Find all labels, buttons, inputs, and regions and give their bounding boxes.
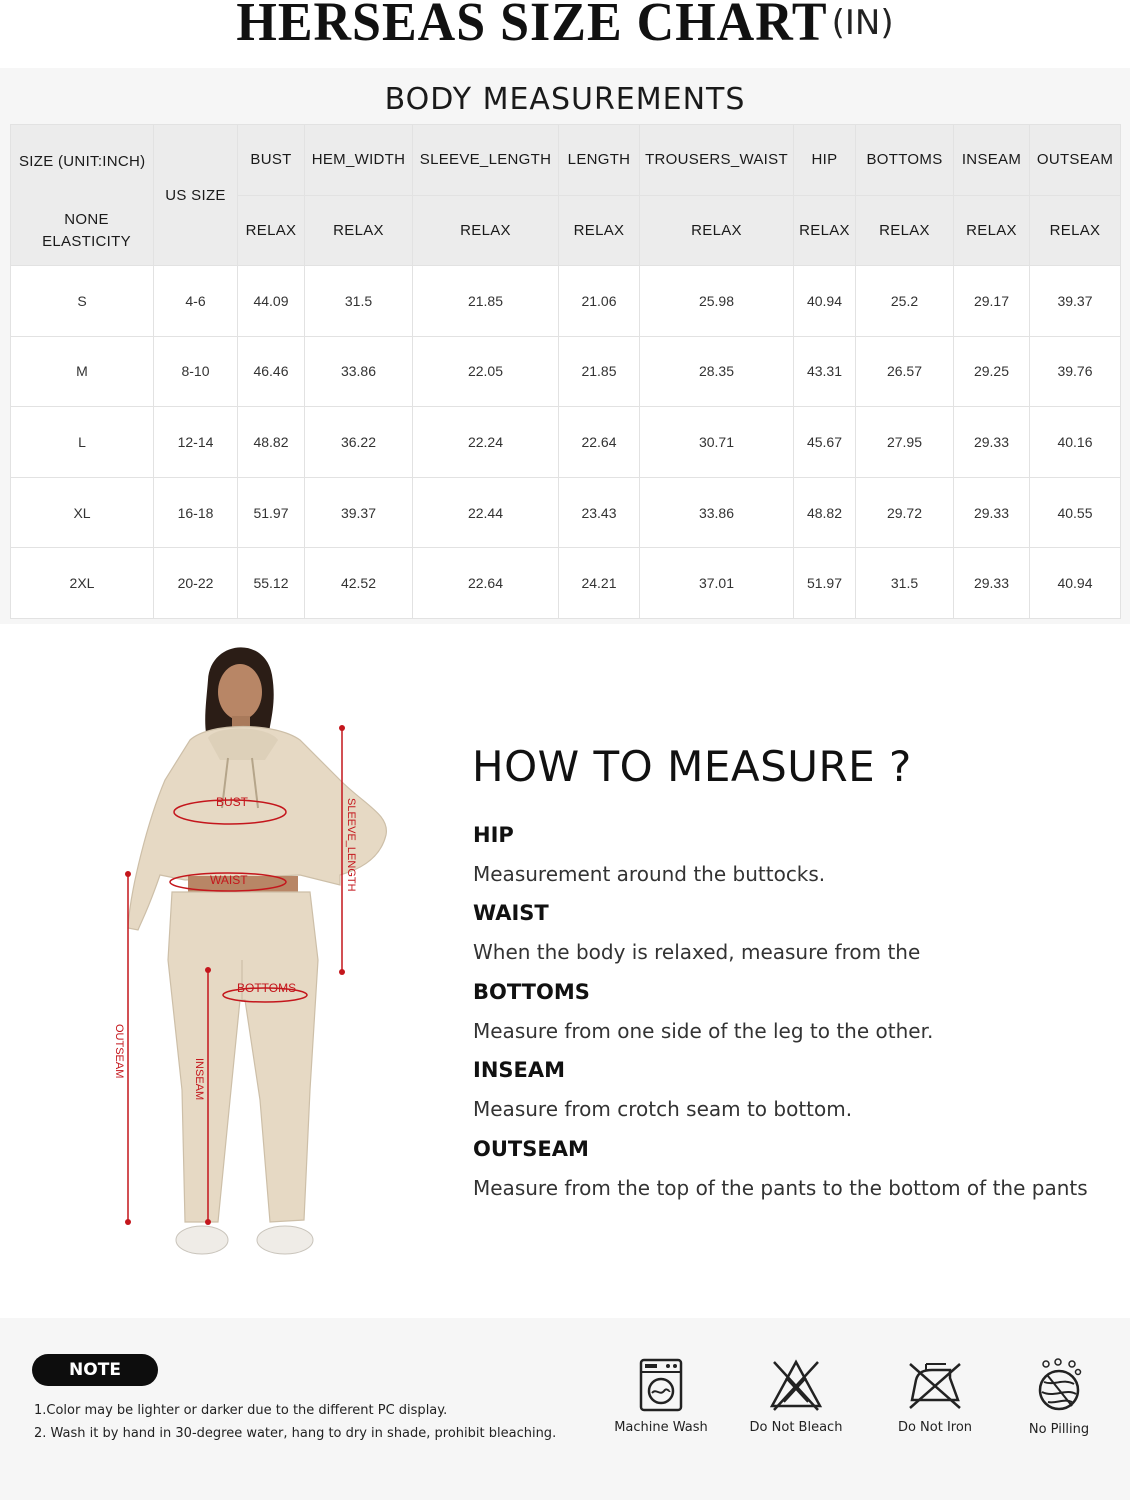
value-cell: 33.86 bbox=[305, 336, 413, 407]
table-row bbox=[11, 336, 1121, 407]
joggers bbox=[168, 892, 318, 1222]
care-no-bleach bbox=[741, 1358, 851, 1435]
value-cell: 24.21 bbox=[559, 548, 640, 619]
bottoms-label: BOTTOMS bbox=[237, 981, 297, 995]
note-badge: NOTE bbox=[32, 1354, 158, 1386]
relax-subheader: RELAX bbox=[640, 195, 794, 266]
value-cell: 26.57 bbox=[856, 336, 954, 407]
care-label: Do Not Bleach bbox=[749, 1420, 843, 1435]
value-cell: 40.94 bbox=[1030, 548, 1121, 619]
inseam-label: INSEAM bbox=[193, 1058, 205, 1101]
column-header: LENGTH bbox=[559, 125, 640, 196]
measure-desc-outseam: Measure from the top of the pants to the bottom of the pants bbox=[473, 1176, 1088, 1200]
care-label: Do Not Iron bbox=[897, 1420, 973, 1435]
relax-subheader: RELAX bbox=[794, 195, 856, 266]
measure-heading-bottoms: BOTTOMS bbox=[473, 980, 590, 1004]
table-row bbox=[11, 407, 1121, 478]
relax-subheader: RELAX bbox=[856, 195, 954, 266]
model-figure bbox=[90, 630, 430, 1290]
machine-wash-icon bbox=[638, 1358, 684, 1412]
column-header: INSEAM bbox=[954, 125, 1030, 196]
measure-heading-hip: HIP bbox=[473, 823, 514, 847]
value-cell: 23.43 bbox=[559, 477, 640, 548]
value-cell: 22.24 bbox=[413, 407, 559, 478]
bust-label: BUST bbox=[216, 795, 249, 809]
table-row bbox=[11, 548, 1121, 619]
value-cell: 29.17 bbox=[954, 266, 1030, 337]
us-size-header: US SIZE bbox=[154, 125, 238, 266]
waist-label: WAIST bbox=[210, 873, 248, 887]
value-cell: 44.09 bbox=[238, 266, 305, 337]
value-cell: 45.67 bbox=[794, 407, 856, 478]
size-cell: XL bbox=[11, 477, 154, 548]
value-cell: 29.72 bbox=[856, 477, 954, 548]
relax-subheader: RELAX bbox=[954, 195, 1030, 266]
us-size-cell: 20-22 bbox=[154, 548, 238, 619]
value-cell: 51.97 bbox=[794, 548, 856, 619]
value-cell: 25.2 bbox=[856, 266, 954, 337]
title-main: HERSEAS SIZE CHART bbox=[236, 0, 828, 53]
size-cell: 2XL bbox=[11, 548, 154, 619]
value-cell: 33.86 bbox=[640, 477, 794, 548]
how-to-measure-title: HOW TO MEASURE ? bbox=[472, 742, 912, 791]
value-cell: 36.22 bbox=[305, 407, 413, 478]
value-cell: 39.37 bbox=[305, 477, 413, 548]
shoe-left bbox=[176, 1226, 228, 1254]
relax-subheader: RELAX bbox=[305, 195, 413, 266]
value-cell: 48.82 bbox=[794, 477, 856, 548]
us-size-cell: 12-14 bbox=[154, 407, 238, 478]
hood bbox=[208, 728, 278, 760]
value-cell: 27.95 bbox=[856, 407, 954, 478]
relax-subheader: RELAX bbox=[1030, 195, 1121, 266]
column-header: SLEEVE_LENGTH bbox=[413, 125, 559, 196]
value-cell: 25.98 bbox=[640, 266, 794, 337]
value-cell: 48.82 bbox=[238, 407, 305, 478]
column-header: TROUSERS_WAIST bbox=[640, 125, 794, 196]
title-unit: (IN) bbox=[831, 3, 894, 43]
value-cell: 39.37 bbox=[1030, 266, 1121, 337]
table-row bbox=[11, 477, 1121, 548]
measure-desc-bottoms: Measure from one side of the leg to the other. bbox=[473, 1019, 934, 1043]
care-label: Machine Wash bbox=[614, 1420, 708, 1435]
value-cell: 46.46 bbox=[238, 336, 305, 407]
table-row bbox=[11, 266, 1121, 337]
value-cell: 55.12 bbox=[238, 548, 305, 619]
care-machine-wash bbox=[606, 1358, 716, 1435]
no-bleach-icon bbox=[768, 1358, 824, 1412]
value-cell: 29.33 bbox=[954, 407, 1030, 478]
outseam-label: OUTSEAM bbox=[113, 1024, 125, 1079]
value-cell: 21.85 bbox=[559, 336, 640, 407]
relax-subheader: RELAX bbox=[559, 195, 640, 266]
value-cell: 29.33 bbox=[954, 548, 1030, 619]
value-cell: 40.55 bbox=[1030, 477, 1121, 548]
size-cell: M bbox=[11, 336, 154, 407]
value-cell: 37.01 bbox=[640, 548, 794, 619]
size-table bbox=[10, 124, 1121, 619]
size-unit-label: SIZE (UNIT:INCH) bbox=[19, 153, 146, 170]
value-cell: 40.16 bbox=[1030, 407, 1121, 478]
chart-heading: BODY MEASUREMENTS bbox=[384, 82, 746, 117]
value-cell: 30.71 bbox=[640, 407, 794, 478]
us-size-cell: 4-6 bbox=[154, 266, 238, 337]
column-header: HIP bbox=[794, 125, 856, 196]
care-no-pilling bbox=[1004, 1358, 1114, 1437]
note-line-2: 2. Wash it by hand in 30-degree water, hang to dry in shade, prohibit bleaching. bbox=[34, 1426, 557, 1441]
value-cell: 29.25 bbox=[954, 336, 1030, 407]
value-cell: 42.52 bbox=[305, 548, 413, 619]
value-cell: 31.5 bbox=[305, 266, 413, 337]
measure-desc-hip: Measurement around the buttocks. bbox=[473, 862, 826, 886]
value-cell: 22.64 bbox=[413, 548, 559, 619]
value-cell: 39.76 bbox=[1030, 336, 1121, 407]
us-size-cell: 16-18 bbox=[154, 477, 238, 548]
size-cell: L bbox=[11, 407, 154, 478]
elasticity-label: NONE ELASTICITY bbox=[42, 211, 131, 250]
relax-subheader: RELAX bbox=[238, 195, 305, 266]
value-cell: 22.05 bbox=[413, 336, 559, 407]
value-cell: 29.33 bbox=[954, 477, 1030, 548]
value-cell: 22.44 bbox=[413, 477, 559, 548]
value-cell: 43.31 bbox=[794, 336, 856, 407]
value-cell: 31.5 bbox=[856, 548, 954, 619]
no-iron-icon bbox=[906, 1358, 964, 1412]
shoe-right bbox=[257, 1226, 313, 1254]
column-header: OUTSEAM bbox=[1030, 125, 1121, 196]
value-cell: 51.97 bbox=[238, 477, 305, 548]
measure-desc-inseam: Measure from crotch seam to bottom. bbox=[473, 1097, 853, 1121]
column-header: BUST bbox=[238, 125, 305, 196]
us-size-cell: 8-10 bbox=[154, 336, 238, 407]
relax-subheader: RELAX bbox=[413, 195, 559, 266]
value-cell: 21.06 bbox=[559, 266, 640, 337]
page-title bbox=[0, 0, 1130, 56]
care-label: No Pilling bbox=[1028, 1422, 1090, 1437]
measure-desc-waist: When the body is relaxed, measure from the bbox=[473, 940, 921, 964]
note-line-1: 1.Color may be lighter or darker due to the different PC display. bbox=[34, 1403, 448, 1418]
value-cell: 28.35 bbox=[640, 336, 794, 407]
value-cell: 22.64 bbox=[559, 407, 640, 478]
column-header: HEM_WIDTH bbox=[305, 125, 413, 196]
sleeve-label: SLEEVE_LENGTH bbox=[345, 798, 357, 892]
value-cell: 21.85 bbox=[413, 266, 559, 337]
care-no-iron bbox=[880, 1358, 990, 1435]
measure-heading-waist: WAIST bbox=[473, 901, 549, 925]
no-pilling-icon bbox=[1034, 1358, 1084, 1414]
table-corner-header bbox=[11, 125, 154, 266]
size-cell: S bbox=[11, 266, 154, 337]
measure-heading-outseam: OUTSEAM bbox=[473, 1137, 589, 1161]
value-cell: 40.94 bbox=[794, 266, 856, 337]
column-header: BOTTOMS bbox=[856, 125, 954, 196]
model-face bbox=[218, 664, 262, 720]
measure-heading-inseam: INSEAM bbox=[473, 1058, 566, 1082]
